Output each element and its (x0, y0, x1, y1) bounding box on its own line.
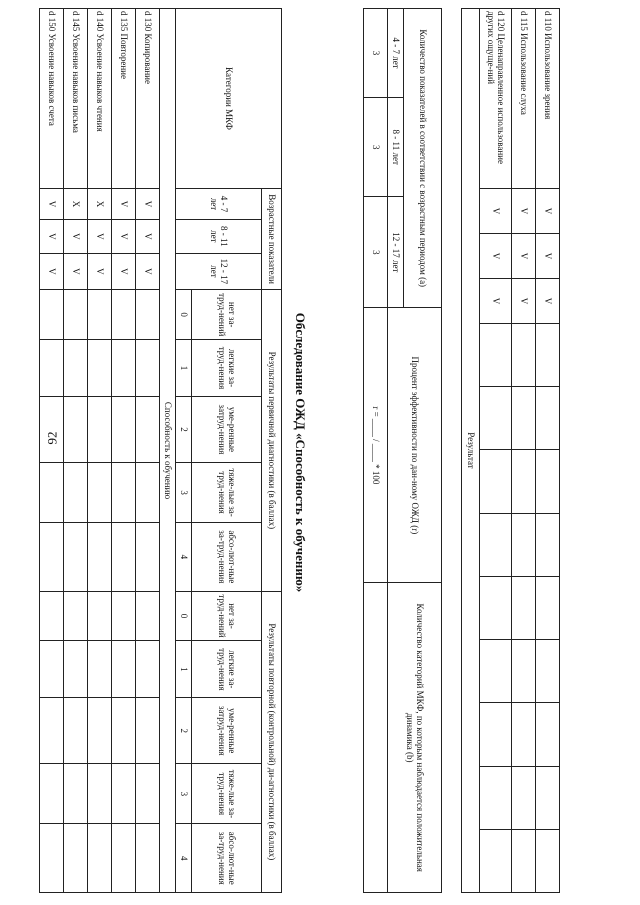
cell (512, 576, 536, 639)
page-number: 92 (44, 431, 60, 445)
row-label: d 145 Усвоение навыков письма (64, 9, 88, 189)
cell (40, 463, 64, 523)
cell (136, 396, 160, 462)
cell (136, 523, 160, 591)
table-2 (39, 8, 282, 893)
age-col: 4 - 7 лет (176, 189, 262, 220)
score: 4 (176, 824, 192, 893)
cell: V (88, 253, 112, 290)
row-label: d 130 Копирование (136, 9, 160, 189)
count-header: Количество показателей в соответствии с возрастным периодом (a) (404, 9, 442, 308)
level: легкие за-труд-нения (192, 641, 262, 698)
result-title: Результат (462, 9, 480, 893)
cell (512, 703, 536, 766)
cell (40, 523, 64, 591)
score: 2 (176, 396, 192, 462)
score: 4 (176, 523, 192, 591)
cell (112, 698, 136, 764)
cell (88, 591, 112, 641)
table-row (112, 9, 136, 893)
cell: V (40, 220, 64, 254)
cell: V (112, 189, 136, 220)
cell (64, 764, 88, 824)
cell (64, 463, 88, 523)
cell (480, 387, 512, 450)
cell: V (136, 253, 160, 290)
table-row (136, 9, 160, 893)
cell: V (136, 189, 160, 220)
cell (536, 703, 560, 766)
age-8-11: 8 - 11 лет (388, 98, 404, 197)
cell: V (64, 220, 88, 254)
cell (112, 340, 136, 397)
age-header: Возрастные показатели (262, 189, 282, 290)
age-12-17: 12 - 17 лет (388, 197, 404, 308)
level: абсо-лют-ные за-труд-нения (192, 824, 262, 893)
cell: V (40, 189, 64, 220)
cell (64, 641, 88, 698)
table-row (40, 9, 64, 893)
cell (112, 523, 136, 591)
score: 0 (176, 290, 192, 340)
cell (136, 290, 160, 340)
cell (88, 463, 112, 523)
cell: V (112, 253, 136, 290)
cell (480, 766, 512, 829)
cell: V (480, 189, 512, 234)
cell (536, 324, 560, 387)
table-row (512, 9, 536, 893)
cell (112, 641, 136, 698)
table-row (88, 9, 112, 893)
percent-header: Процент эффективности по дан-ному ОЖД (r) (388, 308, 442, 583)
cell: V (536, 189, 560, 234)
cell: V (40, 253, 64, 290)
table-row (536, 9, 560, 893)
cat-header: Категории МКФ (176, 9, 282, 189)
score: 3 (176, 764, 192, 824)
result-title-row (462, 9, 480, 893)
cell (64, 591, 88, 641)
cell (88, 824, 112, 893)
cell (64, 396, 88, 462)
cell (364, 583, 388, 893)
table-1 (461, 8, 560, 893)
score: 2 (176, 698, 192, 764)
cell (536, 640, 560, 703)
cell (136, 698, 160, 764)
cell: V (536, 279, 560, 324)
cell: X (64, 189, 88, 220)
cell (512, 387, 536, 450)
cell: X (88, 189, 112, 220)
value-12-17: 3 (364, 197, 388, 308)
row-label: d 115 Использование слуха (512, 9, 536, 189)
section-title: Обследование ОЖД «Способность к обучению» (293, 312, 308, 593)
table-row (64, 9, 88, 893)
cell (40, 641, 64, 698)
cell (88, 641, 112, 698)
cell: V (64, 253, 88, 290)
cell (112, 824, 136, 893)
cell (40, 591, 64, 641)
cell (536, 387, 560, 450)
cell: V (88, 220, 112, 254)
row-label: d 110 Использование зрения (536, 9, 560, 189)
group-label: Способность к обучению (160, 9, 176, 893)
cell (480, 324, 512, 387)
cell (136, 340, 160, 397)
cell (88, 396, 112, 462)
cell (480, 640, 512, 703)
age-col: 8 - 11 лет (176, 220, 262, 254)
cell (480, 703, 512, 766)
score: 1 (176, 340, 192, 397)
cell: V (112, 220, 136, 254)
level: уме-ренные затруд-нения (192, 396, 262, 462)
cell (512, 324, 536, 387)
cell (88, 698, 112, 764)
cell: V (512, 189, 536, 234)
cell (40, 764, 64, 824)
cell (480, 450, 512, 513)
cell (40, 824, 64, 893)
cell (64, 290, 88, 340)
level: нет за-труд-нений (192, 290, 262, 340)
cell (112, 396, 136, 462)
cell (40, 698, 64, 764)
cell (112, 764, 136, 824)
formula: r = ____ / ____ * 100 (364, 308, 388, 583)
cell (40, 340, 64, 397)
cell (88, 523, 112, 591)
cell (136, 591, 160, 641)
cell (64, 824, 88, 893)
cell (536, 513, 560, 576)
cell (112, 591, 136, 641)
cell (512, 829, 536, 892)
cell (136, 764, 160, 824)
row-label: d 140 Усвоение навыков чтения (88, 9, 112, 189)
value-4-7: 3 (364, 9, 388, 98)
cell (136, 641, 160, 698)
level: уме-ренные затруд-нения (192, 698, 262, 764)
cell: V (136, 220, 160, 254)
cell (136, 463, 160, 523)
score: 3 (176, 463, 192, 523)
cell (40, 290, 64, 340)
cell (40, 396, 64, 462)
cell (480, 829, 512, 892)
cell (536, 450, 560, 513)
repeat-header: Результаты повторной (контрольной) ди-агностики (в баллах) (262, 591, 282, 892)
age-4-7: 4 - 7 лет (388, 9, 404, 98)
cell (512, 450, 536, 513)
row-label: d 150 Усвоение навыков счета (40, 9, 64, 189)
cell (64, 698, 88, 764)
cell (136, 824, 160, 893)
cell (536, 766, 560, 829)
row-label: d 120 Целенаправленное использование других ощуще-ний (480, 9, 512, 189)
mkf-header: Количество категорий МКФ, по которым наблюдается положительная динамика (b) (388, 583, 442, 893)
table-row (480, 9, 512, 893)
level: абсо-лют-ные за-труд-нения (192, 523, 262, 591)
row-label: d 135 Повторение (112, 9, 136, 189)
cell (112, 290, 136, 340)
cell: V (512, 279, 536, 324)
cell (64, 340, 88, 397)
cell (88, 340, 112, 397)
cell (512, 513, 536, 576)
cell (536, 829, 560, 892)
cell (480, 513, 512, 576)
cell: V (480, 279, 512, 324)
cell: V (536, 234, 560, 279)
cell: V (512, 234, 536, 279)
age-col: 12 - 17 лет (176, 253, 262, 290)
level: легкие за-труд-нения (192, 340, 262, 397)
result-table (363, 8, 442, 893)
cell (512, 640, 536, 703)
cell (536, 576, 560, 639)
value-8-11: 3 (364, 98, 388, 197)
primary-header: Результаты первичной диагностики (в баллах) (262, 290, 282, 591)
score: 0 (176, 591, 192, 641)
level: тяже-лые за-труд-нения (192, 463, 262, 523)
cell (88, 764, 112, 824)
cell (512, 766, 536, 829)
cell (480, 576, 512, 639)
cell (112, 463, 136, 523)
cell (64, 523, 88, 591)
cell (88, 290, 112, 340)
level: тяже-лые за-труд-нения (192, 764, 262, 824)
score: 1 (176, 641, 192, 698)
cell: V (480, 234, 512, 279)
level: нет за-труд-нений (192, 591, 262, 641)
